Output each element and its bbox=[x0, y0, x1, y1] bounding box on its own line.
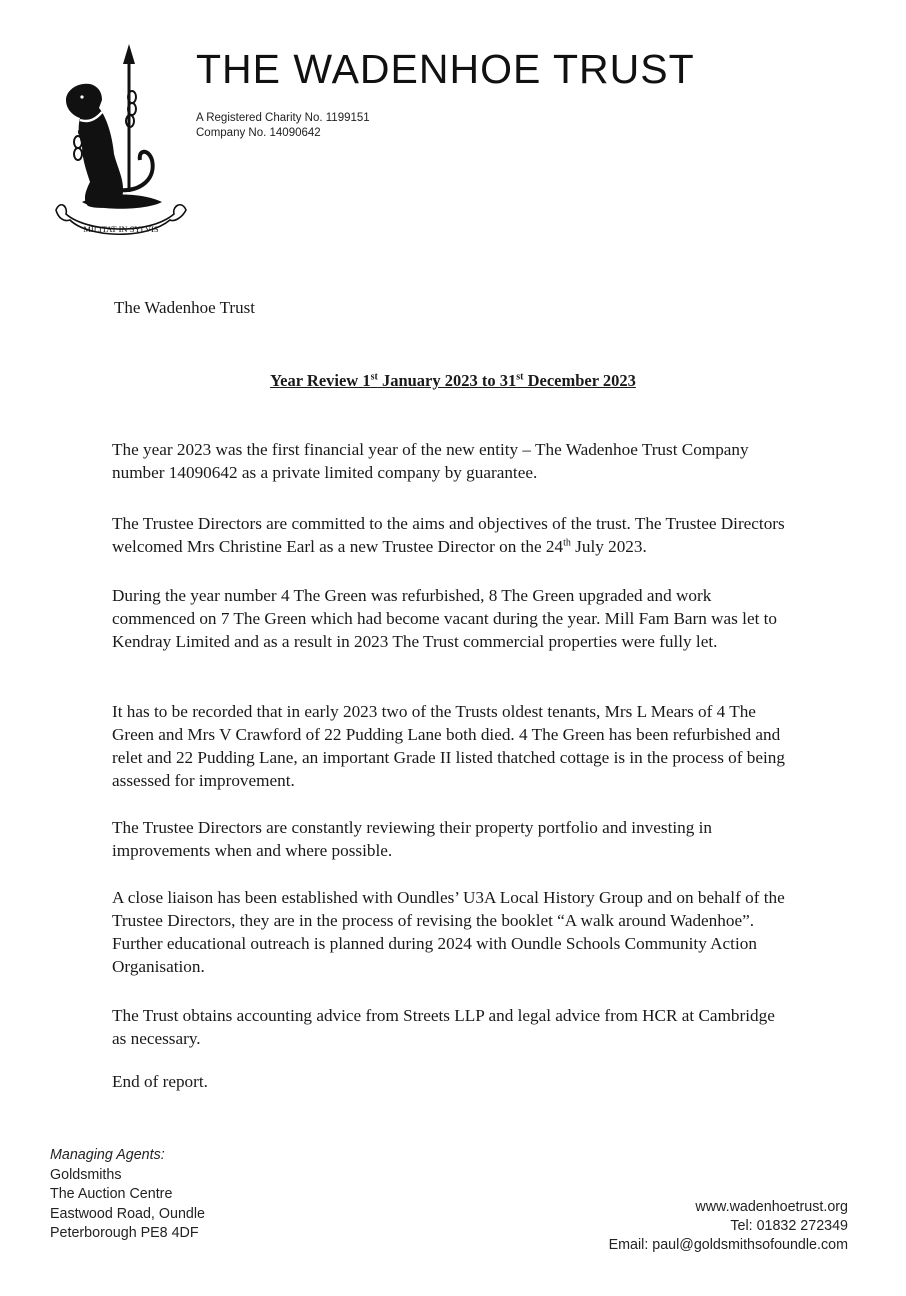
phone-number: Tel: 01832 272349 bbox=[730, 1218, 848, 1234]
agent-address-line-3: Peterborough PE8 4DF bbox=[50, 1225, 199, 1241]
registration-info bbox=[196, 111, 370, 141]
agents-label: Managing Agents: bbox=[50, 1147, 165, 1163]
paragraph-property-works: During the year number 4 The Green was refurbished, 8 The Green upgraded and work commenced on 7 The Green which had become vacant during the year. Mill Fam Barn was let to Kendray Limited and as a result in 2023 The Trust commercial properties were fully let. bbox=[112, 586, 778, 651]
organization-name: THE WADENHOE TRUST bbox=[196, 46, 695, 92]
paragraph-advisors: The Trust obtains accounting advice from Streets LLP and legal advice from HCR at Cambridge as necessary. bbox=[112, 1006, 775, 1048]
paragraph-portfolio-review: The Trustee Directors are constantly reviewing their property portfolio and investing in improvements when and where possible. bbox=[112, 818, 712, 860]
paragraph-end: End of report. bbox=[112, 1072, 208, 1091]
paragraph-financial-year: The year 2023 was the first financial year of the new entity – The Wadenhoe Trust Company number 14090642 as a private limited company by guarantee. bbox=[112, 440, 749, 482]
agent-address-line-1: The Auction Centre bbox=[50, 1186, 173, 1202]
contact-block bbox=[609, 1198, 848, 1255]
website-link[interactable]: www.wadenhoetrust.org bbox=[695, 1199, 848, 1215]
agent-address-line-2: Eastwood Road, Oundle bbox=[50, 1205, 205, 1222]
agent-name: Goldsmiths bbox=[50, 1166, 122, 1183]
company-number: Company No. 14090642 bbox=[196, 127, 321, 139]
recipient-line: The Wadenhoe Trust bbox=[114, 298, 255, 317]
paragraph-history-group: A close liaison has been established with Oundles’ U3A Local History Group and on behalf of the Trustee Directors, they are in the process of revising the booklet “A walk around Wadenhoe”. Further educational outreach is planned during 2024 with Oundle Schools Community Action Organisation. bbox=[112, 888, 785, 976]
document-title: Year Review 1st January 2023 to 31st December 2023 bbox=[270, 371, 636, 390]
charity-number: A Registered Charity No. 1199151 bbox=[196, 112, 370, 124]
paragraph-tenants: It has to be recorded that in early 2023 two of the Trusts oldest tenants, Mrs L Mears of 4 The Green and Mrs V Crawford of 22 Pudding Lane both died. 4 The Green has been refurbished and relet and 22 Pudding Lane, an important Grade II listed thatched cottage is in the process of being assessed for improvement. bbox=[112, 702, 785, 790]
trust-crest-logo bbox=[52, 42, 192, 252]
logo-motto: MILITAT IN SYLVIS bbox=[83, 224, 159, 234]
email-address[interactable]: Email: paul@goldsmithsofoundle.com bbox=[608, 1237, 848, 1253]
paragraph-trustee-directors: The Trustee Directors are committed to the aims and objectives of the trust. The Trustee Directors welcomed Mrs Christine Earl as a new Trustee Director on the 24th July 2023. bbox=[112, 514, 785, 556]
managing-agents-block bbox=[50, 1146, 205, 1244]
